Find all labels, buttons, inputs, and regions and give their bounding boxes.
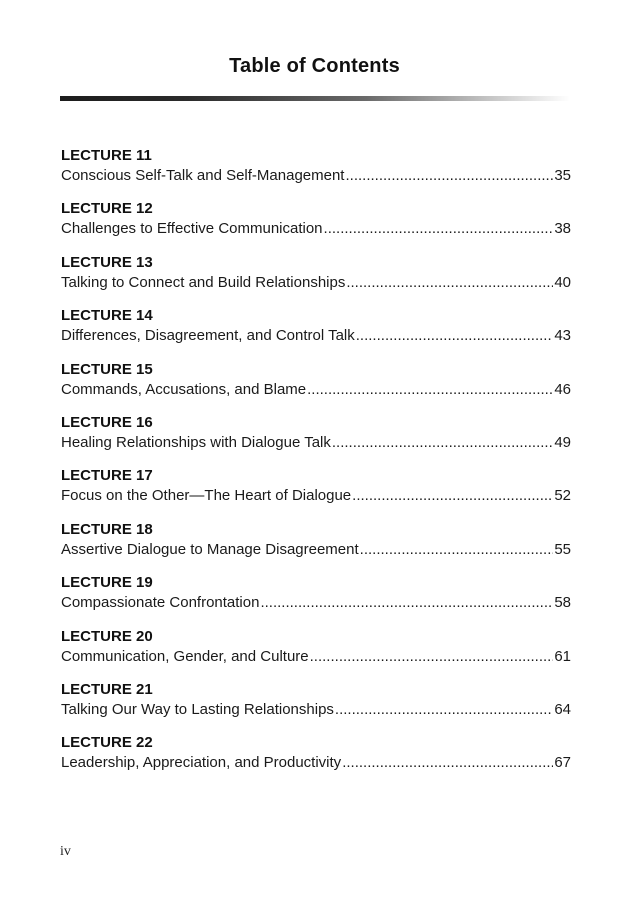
lecture-title: Assertive Dialogue to Manage Disagreement xyxy=(61,540,359,558)
lecture-title: Challenges to Effective Communication xyxy=(61,220,323,238)
toc-line xyxy=(61,646,571,668)
toc-line xyxy=(61,592,571,614)
toc-line xyxy=(61,165,571,187)
toc-entry[interactable] xyxy=(61,307,571,360)
page-number: 67 xyxy=(554,754,571,772)
toc-entry[interactable] xyxy=(61,734,571,787)
lecture-label: LECTURE 21 xyxy=(61,680,153,698)
page-number: 64 xyxy=(554,700,571,718)
table-of-contents xyxy=(61,147,571,788)
dot-leader xyxy=(335,699,553,721)
toc-entry[interactable] xyxy=(61,628,571,681)
toc-entry[interactable] xyxy=(61,414,571,467)
dot-leader xyxy=(260,592,553,614)
page-number: 40 xyxy=(554,273,571,291)
dot-leader xyxy=(332,432,553,454)
lecture-title: Commands, Accusations, and Blame xyxy=(61,380,307,398)
page-title: Table of Contents xyxy=(229,55,400,77)
toc-line xyxy=(61,752,571,774)
lecture-title: Communication, Gender, and Culture xyxy=(61,647,309,665)
lecture-title: Compassionate Confrontation xyxy=(61,594,260,612)
toc-line xyxy=(61,432,571,454)
lecture-label: LECTURE 17 xyxy=(61,467,153,485)
page-number: 49 xyxy=(554,433,571,451)
lecture-label: LECTURE 22 xyxy=(61,734,153,752)
title-rule xyxy=(60,96,570,101)
lecture-label: LECTURE 13 xyxy=(61,253,153,271)
lecture-label: LECTURE 14 xyxy=(61,307,153,325)
lecture-label: LECTURE 11 xyxy=(61,147,152,164)
toc-line xyxy=(61,325,571,347)
dot-leader xyxy=(346,272,553,294)
page-number: 35 xyxy=(554,167,571,184)
page-number: 61 xyxy=(554,647,571,665)
toc-entry[interactable] xyxy=(61,574,571,627)
toc-entry[interactable] xyxy=(61,361,571,414)
toc-entry[interactable] xyxy=(61,147,571,200)
dot-leader xyxy=(342,752,553,774)
toc-line xyxy=(61,539,571,561)
toc-line xyxy=(61,218,571,240)
page-number: 55 xyxy=(554,540,571,558)
page-number: 58 xyxy=(554,594,571,612)
dot-leader xyxy=(307,379,553,401)
toc-entry[interactable] xyxy=(61,467,571,520)
page-number: 52 xyxy=(554,487,571,505)
page-number: 38 xyxy=(554,220,571,238)
lecture-title: Focus on the Other—The Heart of Dialogue xyxy=(61,487,352,505)
lecture-title: Healing Relationships with Dialogue Talk xyxy=(61,433,331,451)
toc-line xyxy=(61,699,571,721)
toc-entry[interactable] xyxy=(61,254,571,307)
toc-line xyxy=(61,379,571,401)
toc-line xyxy=(61,272,571,294)
dot-leader xyxy=(352,485,553,507)
dot-leader xyxy=(324,218,554,240)
toc-line xyxy=(61,485,571,507)
lecture-title: Leadership, Appreciation, and Productivity xyxy=(61,754,342,772)
dot-leader xyxy=(310,646,554,668)
lecture-label: LECTURE 20 xyxy=(61,627,153,645)
page-folio: iv xyxy=(60,844,71,859)
page-number: 46 xyxy=(554,380,571,398)
toc-entry[interactable] xyxy=(61,521,571,574)
page-number: 43 xyxy=(554,327,571,345)
lecture-label: LECTURE 15 xyxy=(61,360,153,378)
dot-leader xyxy=(356,325,554,347)
toc-entry[interactable] xyxy=(61,681,571,734)
lecture-title: Talking to Connect and Build Relationships xyxy=(61,273,346,291)
dot-leader xyxy=(360,539,554,561)
dot-leader xyxy=(345,165,553,187)
lecture-title: Talking Our Way to Lasting Relationships xyxy=(61,700,334,718)
lecture-label: LECTURE 12 xyxy=(61,200,153,218)
lecture-title: Differences, Disagreement, and Control Talk xyxy=(61,327,355,345)
lecture-label: LECTURE 16 xyxy=(61,413,153,431)
lecture-label: LECTURE 18 xyxy=(61,520,153,538)
toc-entry[interactable] xyxy=(61,200,571,253)
lecture-title: Conscious Self-Talk and Self-Management xyxy=(61,167,345,184)
lecture-label: LECTURE 19 xyxy=(61,574,153,592)
